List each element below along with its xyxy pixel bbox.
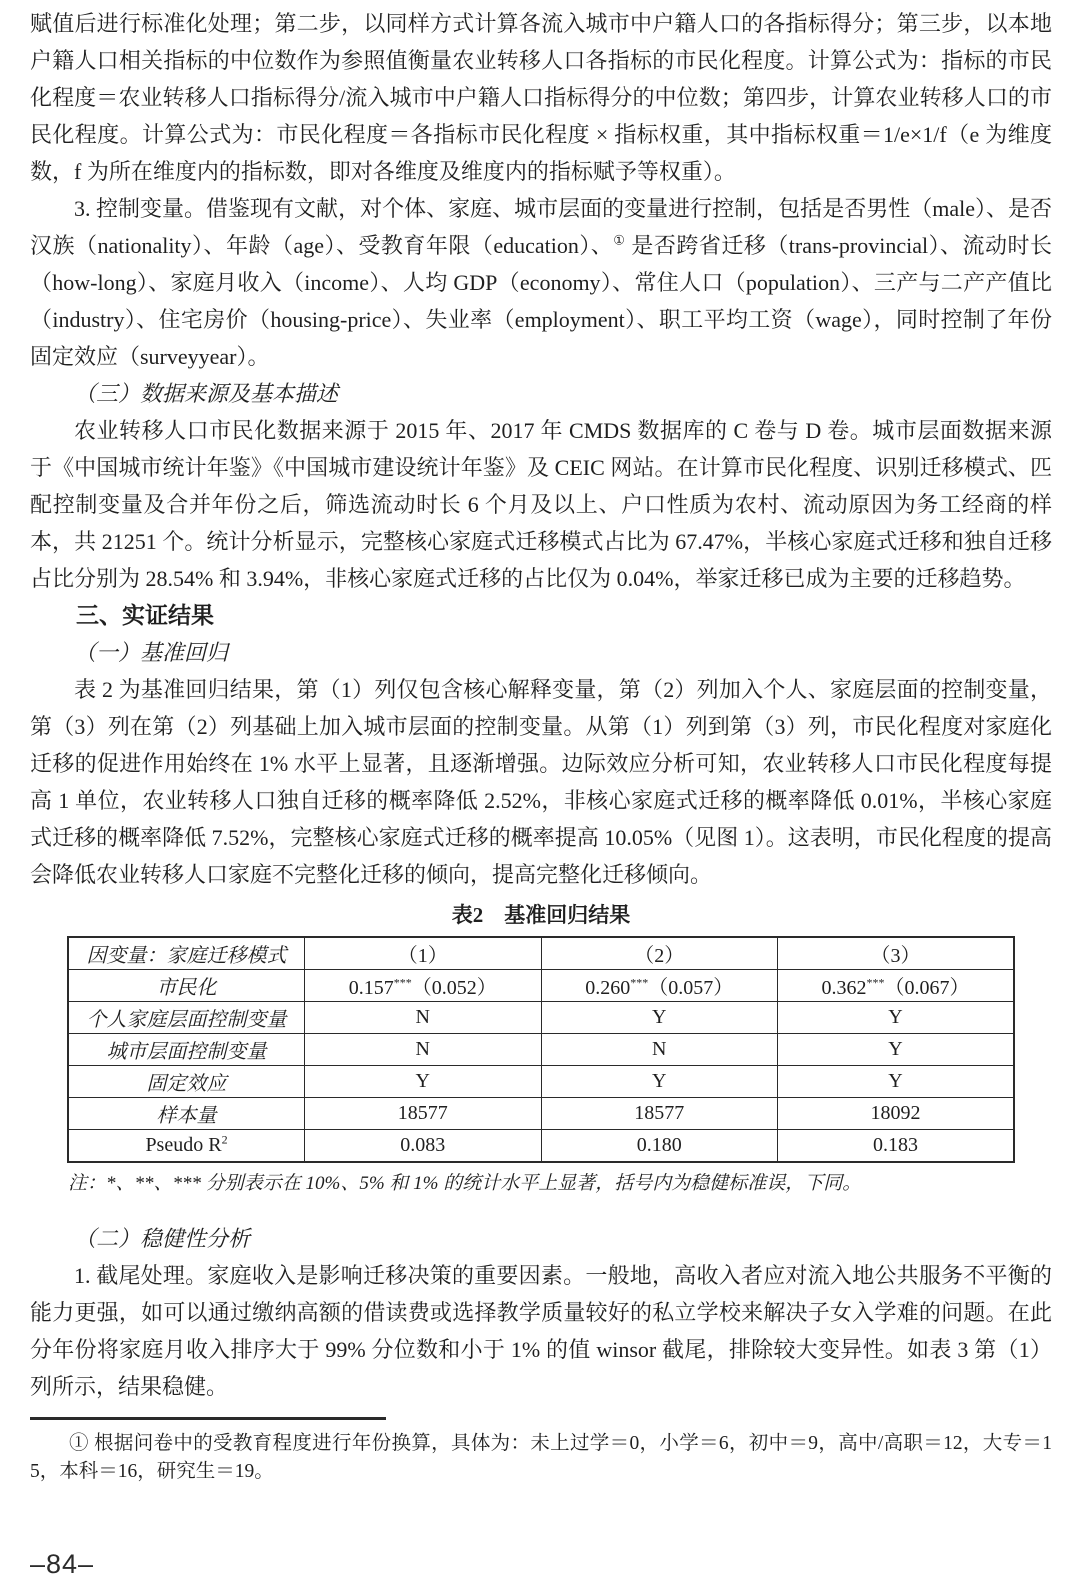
table-row [68, 1066, 1014, 1098]
table-header-label: 因变量：家庭迁移模式 [68, 937, 305, 970]
table-value-cell: Y [305, 1066, 542, 1098]
superscript: *** [866, 975, 885, 990]
table-row [68, 970, 1014, 1002]
table-header-col: （3） [778, 937, 1015, 970]
table-value-cell: 18577 [541, 1098, 778, 1130]
table-row [68, 1130, 1014, 1163]
table-value-cell: Y [778, 1002, 1015, 1034]
superscript: 2 [221, 1132, 228, 1147]
table-row-label: 个人家庭层面控制变量 [68, 1002, 305, 1034]
table-value-cell: 0.083 [305, 1130, 542, 1163]
table-row [68, 1002, 1014, 1034]
table-value-cell: 0.260***（0.057） [541, 970, 778, 1002]
table-value-cell: 0.157***（0.052） [305, 970, 542, 1002]
paragraph-text-after-marker: 是否跨省迁移（trans-provincial）、流动时长（how-long）、家庭月收入（income）、人均 GDP（economy）、常住人口（population）、三产与二产产值比（industry）、住宅房价（housing-price）、失业率（employment）、职工平均工资（wage），同时控制了年份固定效应（surveyyear）。 [30, 233, 1052, 369]
table-value-cell: N [541, 1034, 778, 1066]
paragraph-data-source: 农业转移人口市民化数据来源于 2015 年、2017 年 CMDS 数据库的 C 卷与 D 卷。城市层面数据来源于《中国城市统计年鉴》《中国城市建设统计年鉴》及 CEIC 网站。在计算市民化程度、识别迁移模式、匹配控制变量及合并年份之后，筛选流动时长 6 个月及以上、户口性质为农村、流动原因为务工经商的样本，共 21251 个。统计分析显示，完整核心家庭式迁移模式占比为 67.47%，半核心家庭式迁移和独自迁移占比分别为 28.54% 和 3.94%，非核心家庭式迁移的占比仅为 0.04%，举家迁移已成为主要的迁移趋势。 [30, 418, 1052, 591]
table-value-cell: Y [541, 1066, 778, 1098]
section-heading-baseline-regression: （一）基准回归 [74, 640, 229, 665]
table-row-label: 城市层面控制变量 [68, 1034, 305, 1066]
table-value-cell: N [305, 1034, 542, 1066]
table-value-cell: 0.362***（0.067） [778, 970, 1015, 1002]
paragraph-method-continuation: 赋值后进行标准化处理；第二步，以同样方式计算各流入城市中户籍人口的各指标得分；第三步，以本地户籍人口相关指标的中位数作为参照值衡量农业转移人口各指标的市民化程度。计算公式为：指标的市民化程度＝农业转移人口指标得分/流入城市中户籍人口指标得分的中位数；第四步，计算农业转移人口的市民化程度。计算公式为：市民化程度＝各指标市民化程度 × 指标权重，其中指标权重＝1/e×1/f（e 为维度数，f 为所在维度内的指标数，即对各维度及维度内的指标赋予等权重）。 [30, 11, 1052, 184]
footnote-separator-rule [30, 1417, 386, 1420]
paragraph-robustness: 1. 截尾处理。家庭收入是影响迁移决策的重要因素。一般地，高收入者应对流入地公共服务不平衡的能力更强，如可以通过缴纳高额的借读费或选择教学质量较好的私立学校来解决子女入学难的问题。在此分年份将家庭月收入排序大于 99% 分位数和小于 1% 的值 winsor 截尾，排除较大变异性。如表 3 第（1）列所示，结果稳健。 [30, 1263, 1052, 1399]
table-header-row [68, 937, 1014, 970]
table-row [68, 1034, 1014, 1066]
page-number: –84– [30, 1549, 95, 1579]
footnote-text: ① 根据问卷中的受教育程度进行年份换算，具体为：未上过学＝0，小学＝6，初中＝9，高中/高职＝12，大专＝15，本科＝16，研究生＝19。 [30, 1433, 1052, 1482]
superscript: *** [630, 975, 649, 990]
table-row [68, 1098, 1014, 1130]
table-value-cell: 0.180 [541, 1130, 778, 1163]
paragraph-control-variables [30, 190, 1052, 375]
table-value-cell: Y [541, 1002, 778, 1034]
table-value-cell: 0.183 [778, 1130, 1015, 1163]
superscript: *** [393, 975, 412, 990]
section-heading-empirical-results: 三、实证结果 [76, 603, 214, 628]
table-title: 表2 基准回归结果 [451, 903, 631, 927]
footnote-marker: ① [613, 232, 626, 248]
table-body [68, 970, 1014, 1163]
table-value-cell: Y [778, 1034, 1015, 1066]
table-header-col: （2） [541, 937, 778, 970]
section-heading-data-source: （三）数据来源及基本描述 [74, 381, 339, 406]
table-header-col: （1） [305, 937, 542, 970]
table-value-cell: 18577 [305, 1098, 542, 1130]
table-note: 注：*、**、*** 分别表示在 10%、5% 和 1% 的统计水平上显著，括号内为稳健标准误，下同。 [68, 1173, 862, 1194]
paragraph-baseline-results: 表 2 为基准回归结果，第（1）列仅包含核心解释变量，第（2）列加入个人、家庭层面的控制变量，第（3）列在第（2）列基础上加入城市层面的控制变量。从第（1）列到第（3）列，市民化程度对家庭化迁移的促进作用始终在 1% 水平上显著，且逐渐增强。边际效应分析可知，农业转移人口市民化程度每提高 1 单位，农业转移人口独自迁移的概率降低 2.52%，非核心家庭式迁移的概率降低 0.01%，半核心家庭式迁移的概率降低 7.52%，完整核心家庭式迁移的概率提高 10.05%（见图 1）。这表明，市民化程度的提高会降低农业转移人口家庭不完整化迁移的倾向，提高完整化迁移倾向。 [30, 677, 1052, 887]
table-value-cell: 18092 [778, 1098, 1015, 1130]
table-row-label: Pseudo $R^2$ [68, 1130, 305, 1163]
table-value-cell: N [305, 1002, 542, 1034]
paragraph-text-before-marker: 3. 控制变量。借鉴现有文献，对个体、家庭、城市层面的变量进行控制，包括是否男性（male）、是否汉族（nationality）、年龄（age）、受教育年限（education）、 [30, 196, 1052, 258]
table-row-label: 样本量 [68, 1098, 305, 1130]
table-row-label: 固定效应 [68, 1066, 305, 1098]
table-value-cell: Y [778, 1066, 1015, 1098]
regression-table [67, 936, 1015, 1163]
section-heading-robustness: （二）稳健性分析 [74, 1226, 251, 1251]
table-row-label: 市民化 [68, 970, 305, 1002]
